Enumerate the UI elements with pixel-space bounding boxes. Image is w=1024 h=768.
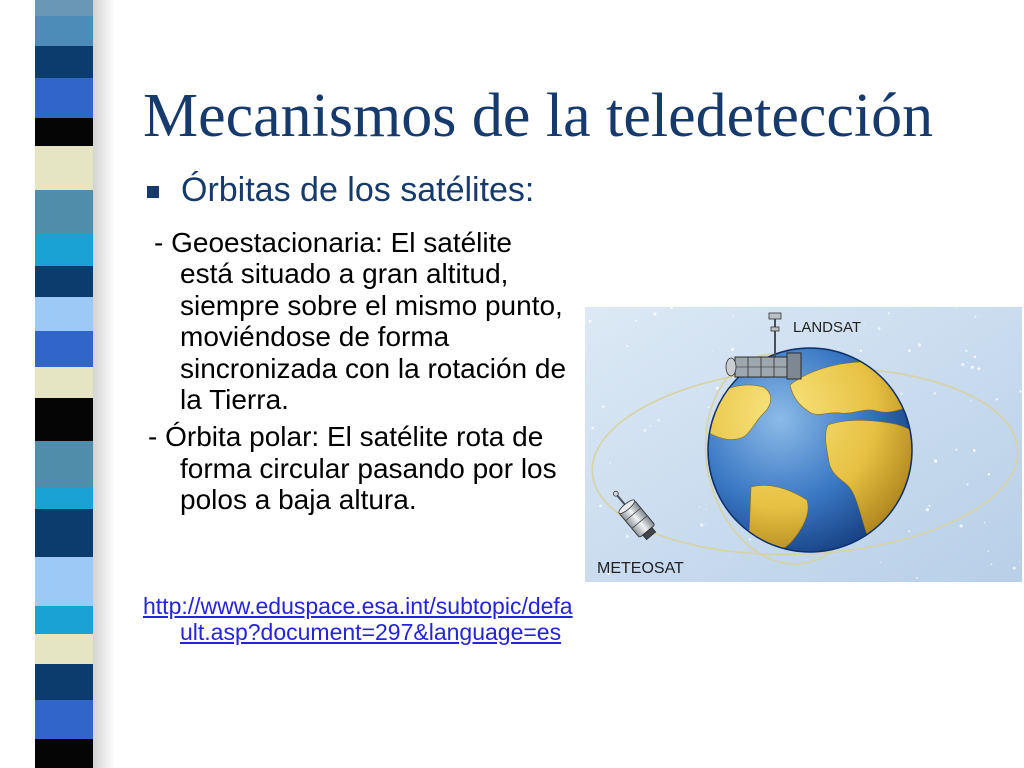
source-link-line[interactable]: ult.asp?document=297&language=es (180, 619, 562, 645)
body-line: moviéndose de forma (180, 321, 450, 353)
star (626, 345, 628, 347)
stripe-block (35, 331, 93, 367)
star (928, 505, 930, 507)
stripe-block (35, 398, 93, 441)
star (934, 459, 937, 462)
stripe-shadow (93, 0, 115, 768)
star (731, 348, 734, 351)
body-line: - Órbita polar: El satélite rota de (148, 421, 544, 453)
star (970, 400, 972, 402)
stripe-block (35, 664, 93, 700)
star (900, 392, 902, 394)
star (860, 350, 862, 352)
star (926, 508, 929, 511)
body-text (148, 227, 566, 516)
star (987, 550, 989, 552)
stripe-block (35, 118, 93, 146)
star (657, 419, 660, 422)
star (650, 425, 652, 427)
source-link[interactable] (143, 593, 573, 645)
star (602, 405, 604, 407)
stripe-block (35, 557, 93, 606)
stripe-block (35, 739, 93, 768)
star (1018, 561, 1019, 562)
star (961, 363, 964, 366)
body-line: siempre sobre el mismo punto, (180, 289, 563, 321)
stripe-block (35, 0, 93, 16)
stripe-block (35, 367, 93, 398)
stripe-block (35, 634, 93, 664)
star (644, 429, 647, 432)
star (708, 406, 710, 408)
star (933, 392, 936, 395)
star (996, 398, 999, 401)
square-bullet-icon (147, 186, 159, 198)
star (599, 505, 602, 508)
star (916, 577, 918, 579)
star (609, 462, 610, 463)
stripe-block (35, 190, 93, 234)
star (1013, 566, 1016, 569)
bullet-heading: Órbitas de los satélites: (181, 171, 535, 209)
body-line: polos a baja altura. (180, 484, 417, 516)
star (955, 448, 957, 450)
star (974, 356, 976, 358)
star (888, 312, 890, 314)
satellite-orbits-figure (585, 307, 1022, 582)
star (908, 530, 910, 532)
body-line: la Tierra. (180, 384, 289, 416)
star (626, 535, 629, 538)
star (749, 538, 751, 540)
stripe-block (35, 234, 93, 266)
star (967, 362, 968, 363)
stripe-block (35, 487, 93, 509)
stripe-block (35, 700, 93, 739)
star (965, 350, 967, 352)
slide-title: Mecanismos de la teledetección (143, 82, 934, 150)
star (977, 367, 980, 370)
stripe-block (35, 297, 93, 331)
star (960, 524, 963, 527)
star (699, 506, 700, 507)
star (706, 509, 707, 510)
star (589, 320, 592, 323)
star (636, 320, 638, 322)
body-line: está situado a gran altitud, (180, 258, 509, 290)
star (971, 366, 974, 369)
star (975, 316, 977, 318)
star (864, 324, 865, 325)
stripe-block (35, 441, 93, 487)
stripe-block (35, 16, 93, 46)
paragraph-geoestacionaria (148, 227, 566, 415)
star (973, 449, 976, 452)
stripe-block (35, 46, 93, 78)
star (712, 350, 713, 351)
star (918, 343, 921, 346)
star (1019, 390, 1021, 392)
satellite-orbits-illustration (585, 307, 1022, 582)
landsat-label: LANDSAT (793, 319, 862, 336)
body-line: sincronizada con la rotación de (180, 352, 567, 384)
decorative-stripe (35, 0, 93, 768)
star (732, 316, 734, 318)
stripe-block (35, 606, 93, 634)
stripe-block (35, 78, 93, 118)
star (984, 522, 986, 524)
star (716, 387, 719, 390)
body-line: forma circular pasando por los (180, 452, 557, 484)
source-link-line[interactable]: http://www.eduspace.esa.int/subtopic/defa (143, 593, 573, 619)
star (908, 349, 911, 352)
star (653, 312, 656, 315)
star (956, 307, 957, 308)
star (700, 523, 703, 526)
star (705, 524, 706, 525)
star (880, 562, 881, 563)
stripe-block (35, 266, 93, 297)
star (991, 563, 993, 565)
stripe-block (35, 509, 93, 557)
star (591, 427, 594, 430)
star (967, 483, 969, 485)
stripe-block (35, 146, 93, 190)
star (878, 327, 881, 330)
paragraph-orbita-polar (148, 421, 566, 515)
meteosat-label: METEOSAT (597, 560, 684, 577)
star (988, 473, 990, 475)
body-line: - Geoestacionaria: El satélite (154, 227, 512, 258)
